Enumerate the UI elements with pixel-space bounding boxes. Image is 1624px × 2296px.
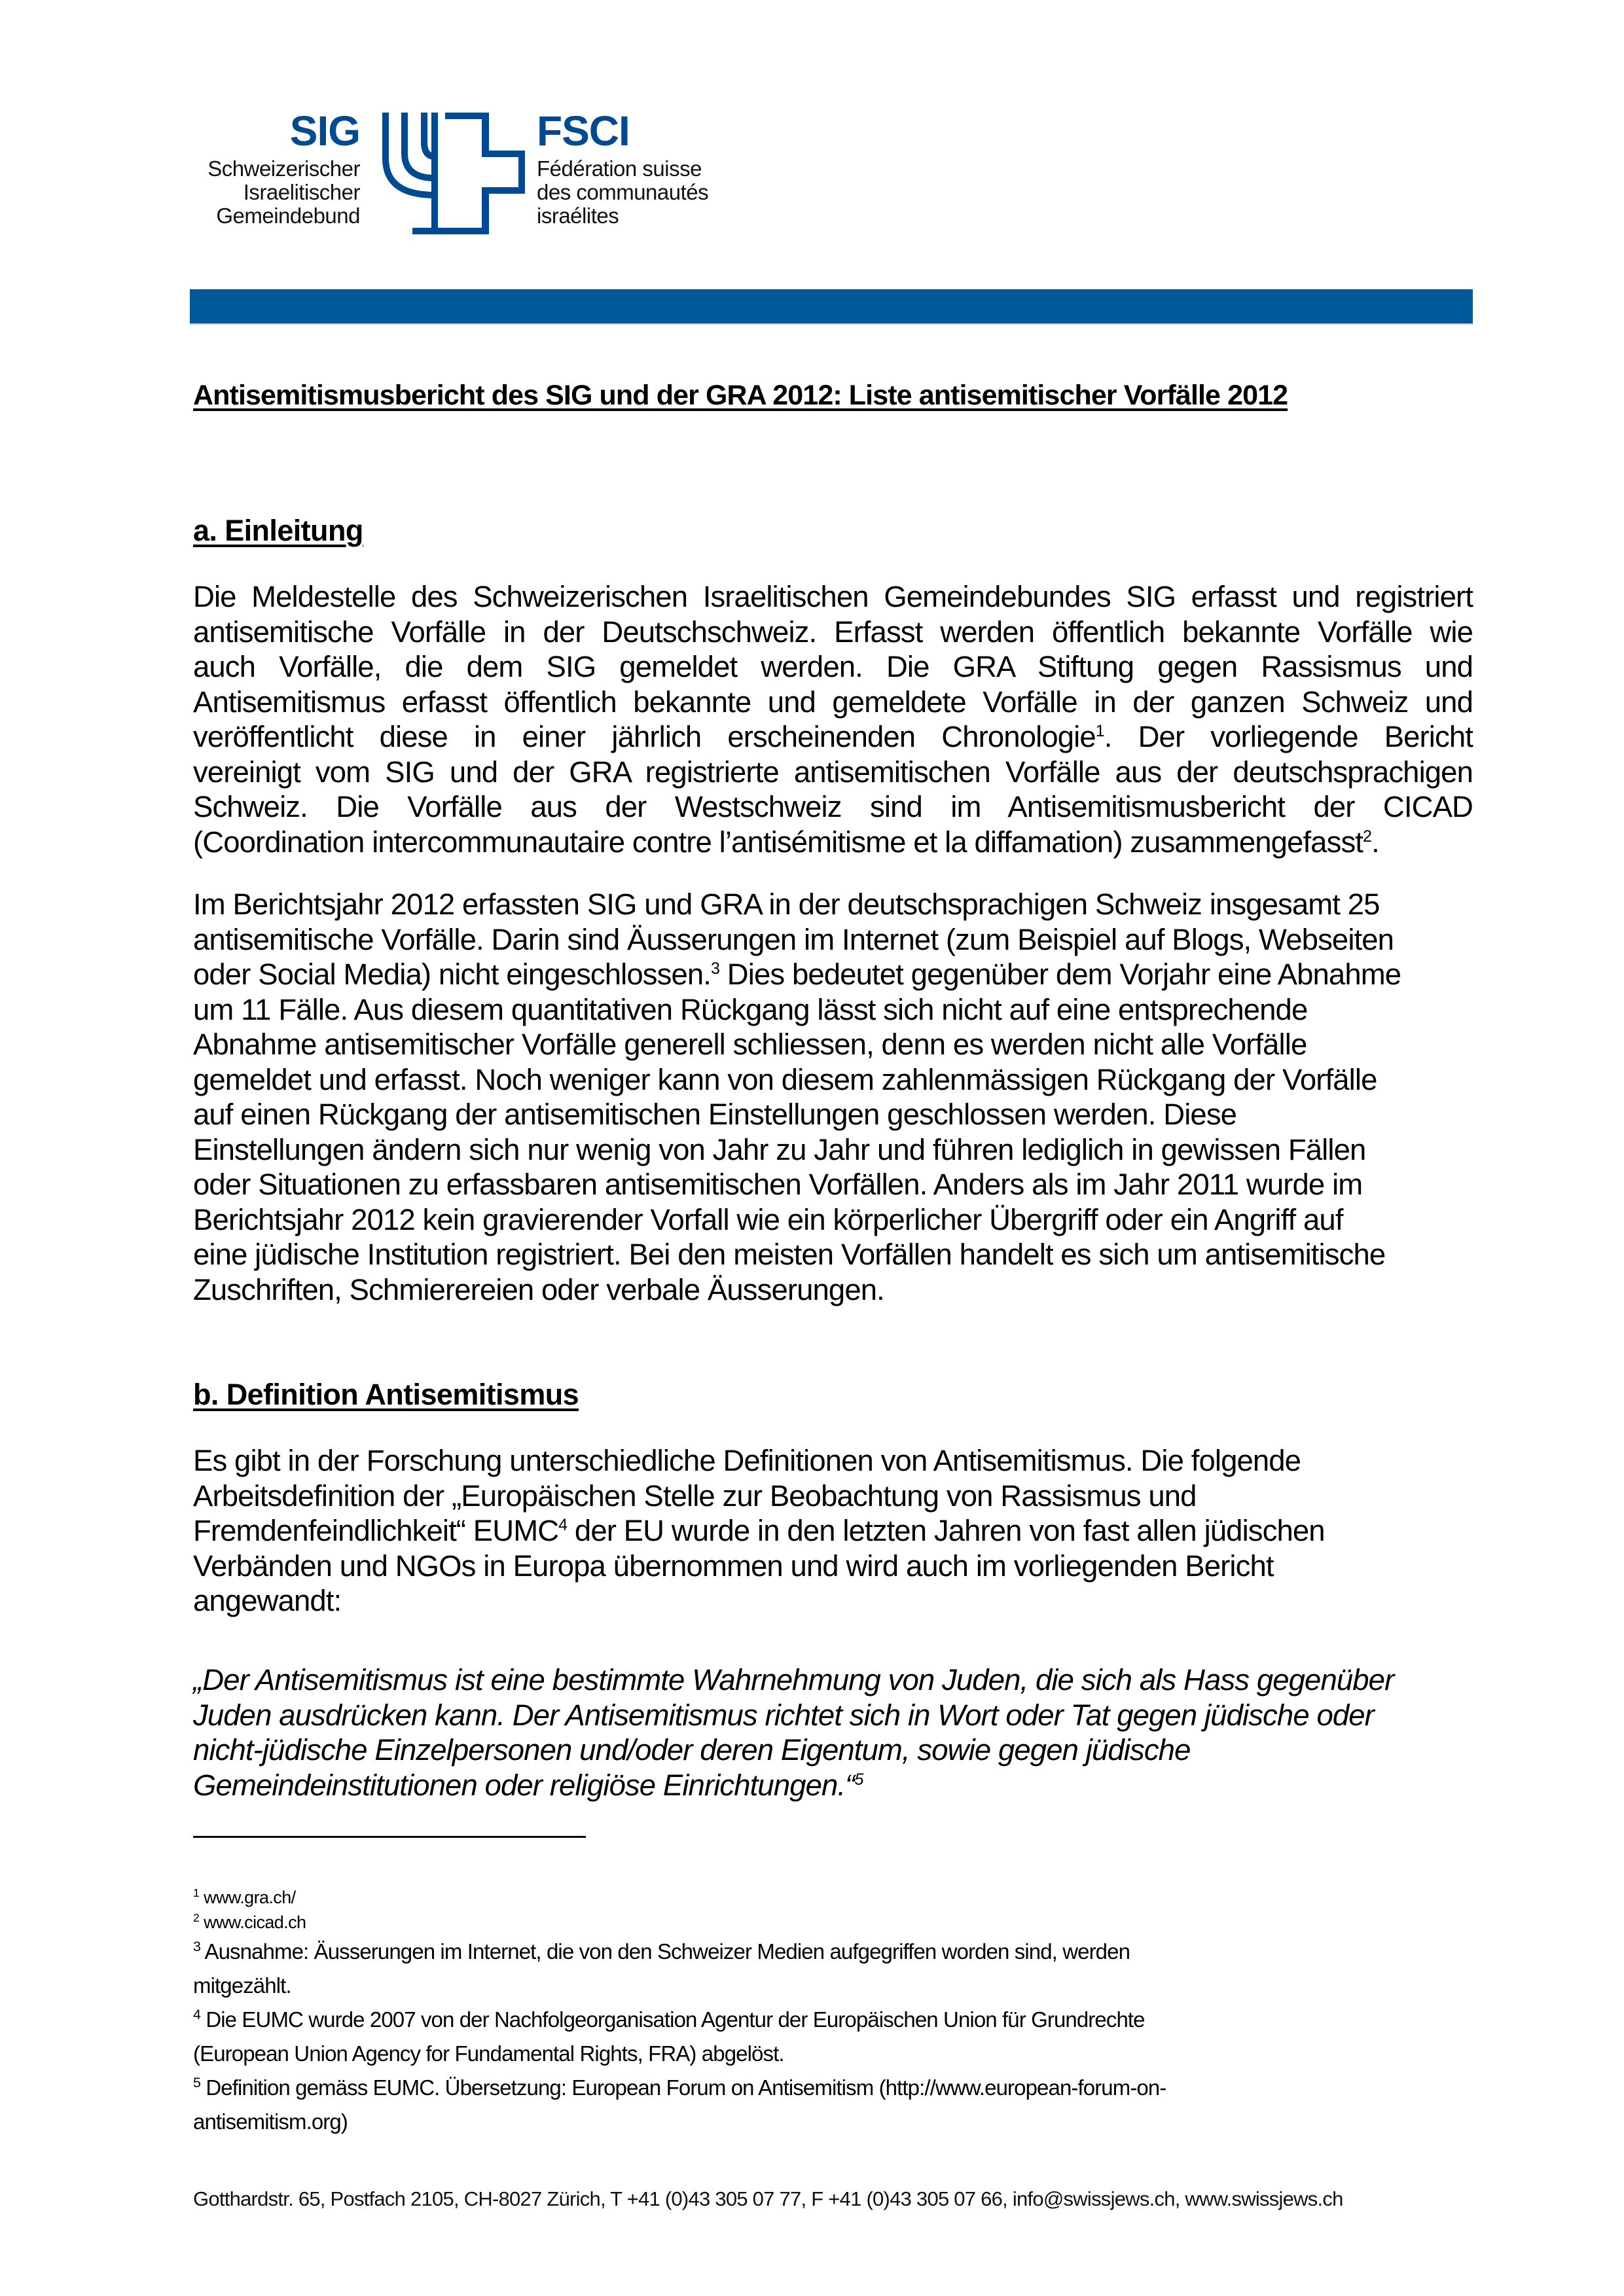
text-fragment: Dies bedeutet gegenüber dem Vorjahr eine Abnahme: [719, 958, 1401, 991]
footnote-ref[interactable]: 3: [711, 959, 720, 978]
logo-line: Israelitischer: [243, 180, 360, 204]
footnote-text[interactable]: www.gra.ch/: [204, 1888, 296, 1907]
footnote-number: 3: [193, 1939, 201, 1954]
definition-quote: [193, 1662, 1473, 1803]
logo-line: des communautés: [537, 180, 709, 204]
text-line: auch Vorfälle, die dem SIG gemeldet werden. Die GRA Stiftung gegen Rassismus und: [193, 650, 1473, 683]
footnote-ref[interactable]: 1: [1095, 721, 1104, 740]
text-line: [193, 1513, 1473, 1549]
text-line: Schweiz. Die Vorfälle aus der Westschweiz sind im Antisemitismusbericht der CICAD: [193, 790, 1473, 823]
text-line: Im Berichtsjahr 2012 erfassten SIG und GRA in der deutschsprachigen Schweiz insgesamt 25: [193, 888, 1380, 921]
footnote-ref[interactable]: 5: [854, 1770, 863, 1789]
logo-line: Fédération suisse: [537, 156, 702, 181]
text-line: antisemitische Vorfälle in der Deutschschweiz. Erfasst werden öffentlich bekannte Vorfälle wie: [193, 615, 1473, 649]
text-line: Es gibt in der Forschung unterschiedliche Definitionen von Antisemitismus. Die folgende: [193, 1444, 1301, 1477]
footnote-text: Ausnahme: Äusserungen im Internet, die von den Schweizer Medien aufgegriffen worden sind, werden: [204, 1939, 1130, 1964]
text-fragment: (Coordination intercommunautaire contre l’antisémitisme et la diffamation) zusammengefasst: [193, 825, 1363, 859]
text-line: Arbeitsdefinition der „Europäischen Stelle zur Beobachtung von Rassismus und: [193, 1479, 1197, 1513]
logo-abbr-fsci: FSCI: [537, 107, 630, 154]
text-fragment: .: [1371, 825, 1379, 859]
text-line: vereinigt vom SIG und der GRA registrierte antisemitischen Vorfälle aus der deutschsprachigen: [193, 755, 1473, 789]
paragraph-definition-intro: [193, 1443, 1473, 1619]
footnote-text: (European Union Agency for Fundamental Rights, FRA) abgelöst.: [193, 2041, 784, 2066]
text-line: Verbänden und NGOs in Europa übernommen und wird auch im vorliegenden Bericht: [193, 1549, 1274, 1583]
page-footer-address: Gotthardstr. 65, Postfach 2105, CH-8027 Zürich, T +41 (0)43 305 07 77, F +41 (0)43 305 07 66, info@swissjews.ch, www.swissjews.ch: [193, 2187, 1343, 2210]
footnote-number: 5: [193, 2075, 201, 2090]
footnote-number: 4: [193, 2007, 201, 2022]
logo-line: Schweizerischer: [208, 156, 360, 181]
text-line: gemeldet und erfasst. Noch weniger kann von diesem zahlenmässigen Rückgang der Vorfälle: [193, 1062, 1377, 1096]
logo-abbr-sig: SIG: [289, 107, 360, 154]
text-line: „Der Antisemitismus ist eine bestimmte Wahrnehmung von Juden, die sich als Hass gegenüber: [193, 1663, 1394, 1696]
text-line: [193, 1768, 1473, 1803]
footnote-number: 1: [193, 1886, 200, 1899]
text-line: Die Meldestelle des Schweizerischen Israelitischen Gemeindebundes SIG erfasst und registriert: [193, 580, 1473, 613]
footnote-text: Definition gemäss EUMC. Übersetzung: European Forum on Antisemitism (http://www.european-forum-on-: [206, 2075, 1166, 2100]
logo-sig: [170, 107, 360, 228]
logo-line: Gemeindebund: [216, 204, 360, 228]
text-fragment: der EU wurde in den letzten Jahren von fast allen jüdischen: [567, 1514, 1325, 1547]
header-bar: [190, 289, 1473, 325]
section-heading-definition: b. Definition Antisemitismus: [193, 1378, 579, 1411]
text-line: [193, 719, 1473, 755]
logo-fsci: [537, 107, 812, 228]
text-line: oder Situationen zu erfassbaren antisemitischen Vorfällen. Anders als im Jahr 2011 wurde im: [193, 1168, 1363, 1201]
text-fragment: Fremdenfeindlichkeit“ EUMC: [193, 1514, 559, 1547]
text-line: nicht-jüdische Einzelpersonen und/oder deren Eigentum, sowie gegen jüdische: [193, 1733, 1191, 1767]
text-line: [193, 825, 1473, 860]
footnote-text[interactable]: www.cicad.ch: [204, 1912, 306, 1932]
footnote-separator: [193, 1836, 586, 1838]
logo-line: israélites: [537, 204, 619, 228]
footnote-number: 2: [193, 1911, 200, 1924]
footnote-4: [193, 2003, 1473, 2071]
footnote-text: Die EUMC wurde 2007 von der Nachfolgeorganisation Agentur der Europäischen Union für Grundrechte: [206, 2007, 1145, 2032]
text-line: Berichtsjahr 2012 kein gravierender Vorfall wie ein körperlicher Übergriff oder ein Angriff auf: [193, 1202, 1343, 1236]
text-fragment: . Der vorliegende Bericht: [1104, 720, 1473, 753]
footnote-2: [193, 1910, 1473, 1935]
footnote-ref[interactable]: 4: [558, 1515, 568, 1534]
text-line: [193, 957, 1473, 992]
text-line: auf einen Rückgang der antisemitischen Einstellungen geschlossen werden. Diese: [193, 1098, 1237, 1131]
footnote-1: [193, 1885, 1473, 1910]
text-line: eine jüdische Institution registriert. Bei den meisten Vorfällen handelt es sich um antisemitische: [193, 1238, 1386, 1271]
menorah-cross-icon: [380, 113, 525, 237]
text-line: angewandt:: [193, 1584, 342, 1617]
paragraph-statistics: [193, 887, 1473, 1307]
paragraph-intro: [193, 579, 1473, 859]
text-fragment: veröffentlicht diese in einer jährlich erscheinenden Chronologie: [193, 720, 1096, 753]
footnotes: [193, 1885, 1473, 2139]
text-line: Zuschriften, Schmierereien oder verbale Äusserungen.: [193, 1272, 884, 1306]
text-line: um 11 Fälle. Aus diesem quantitativen Rückgang lässt sich nicht auf eine entsprechende: [193, 992, 1308, 1026]
footnote-5: [193, 2071, 1473, 2139]
section-heading-einleitung: a. Einleitung: [193, 514, 363, 547]
text-line: Einstellungen ändern sich nur wenig von Jahr zu Jahr und führen lediglich in gewissen Fällen: [193, 1132, 1366, 1166]
text-line: Abnahme antisemitischer Vorfälle generell schliessen, denn es werden nicht alle Vorfälle: [193, 1028, 1307, 1061]
footnote-3: [193, 1935, 1473, 2003]
document-title: Antisemitismusbericht des SIG und der GRA 2012: Liste antisemitischer Vorfälle 2012: [193, 380, 1288, 411]
text-fragment: oder Social Media) nicht eingeschlossen.: [193, 958, 712, 991]
text-line: Juden ausdrücken kann. Der Antisemitismus richtet sich in Wort oder Tat gegen jüdische oder: [193, 1698, 1374, 1732]
text-fragment: Gemeindeinstitutionen oder religiöse Einrichtungen.“: [193, 1768, 855, 1802]
text-line: Antisemitismus erfasst öffentlich bekannte und gemeldete Vorfälle in der ganzen Schweiz und: [193, 685, 1473, 719]
footnote-ref[interactable]: 2: [1363, 827, 1372, 846]
text-line: antisemitische Vorfälle. Darin sind Äusserungen im Internet (zum Beispiel auf Blogs, Webseiten: [193, 922, 1394, 956]
footnote-text: mitgezählt.: [193, 1973, 291, 1998]
footnote-text: antisemitism.org): [193, 2109, 348, 2134]
